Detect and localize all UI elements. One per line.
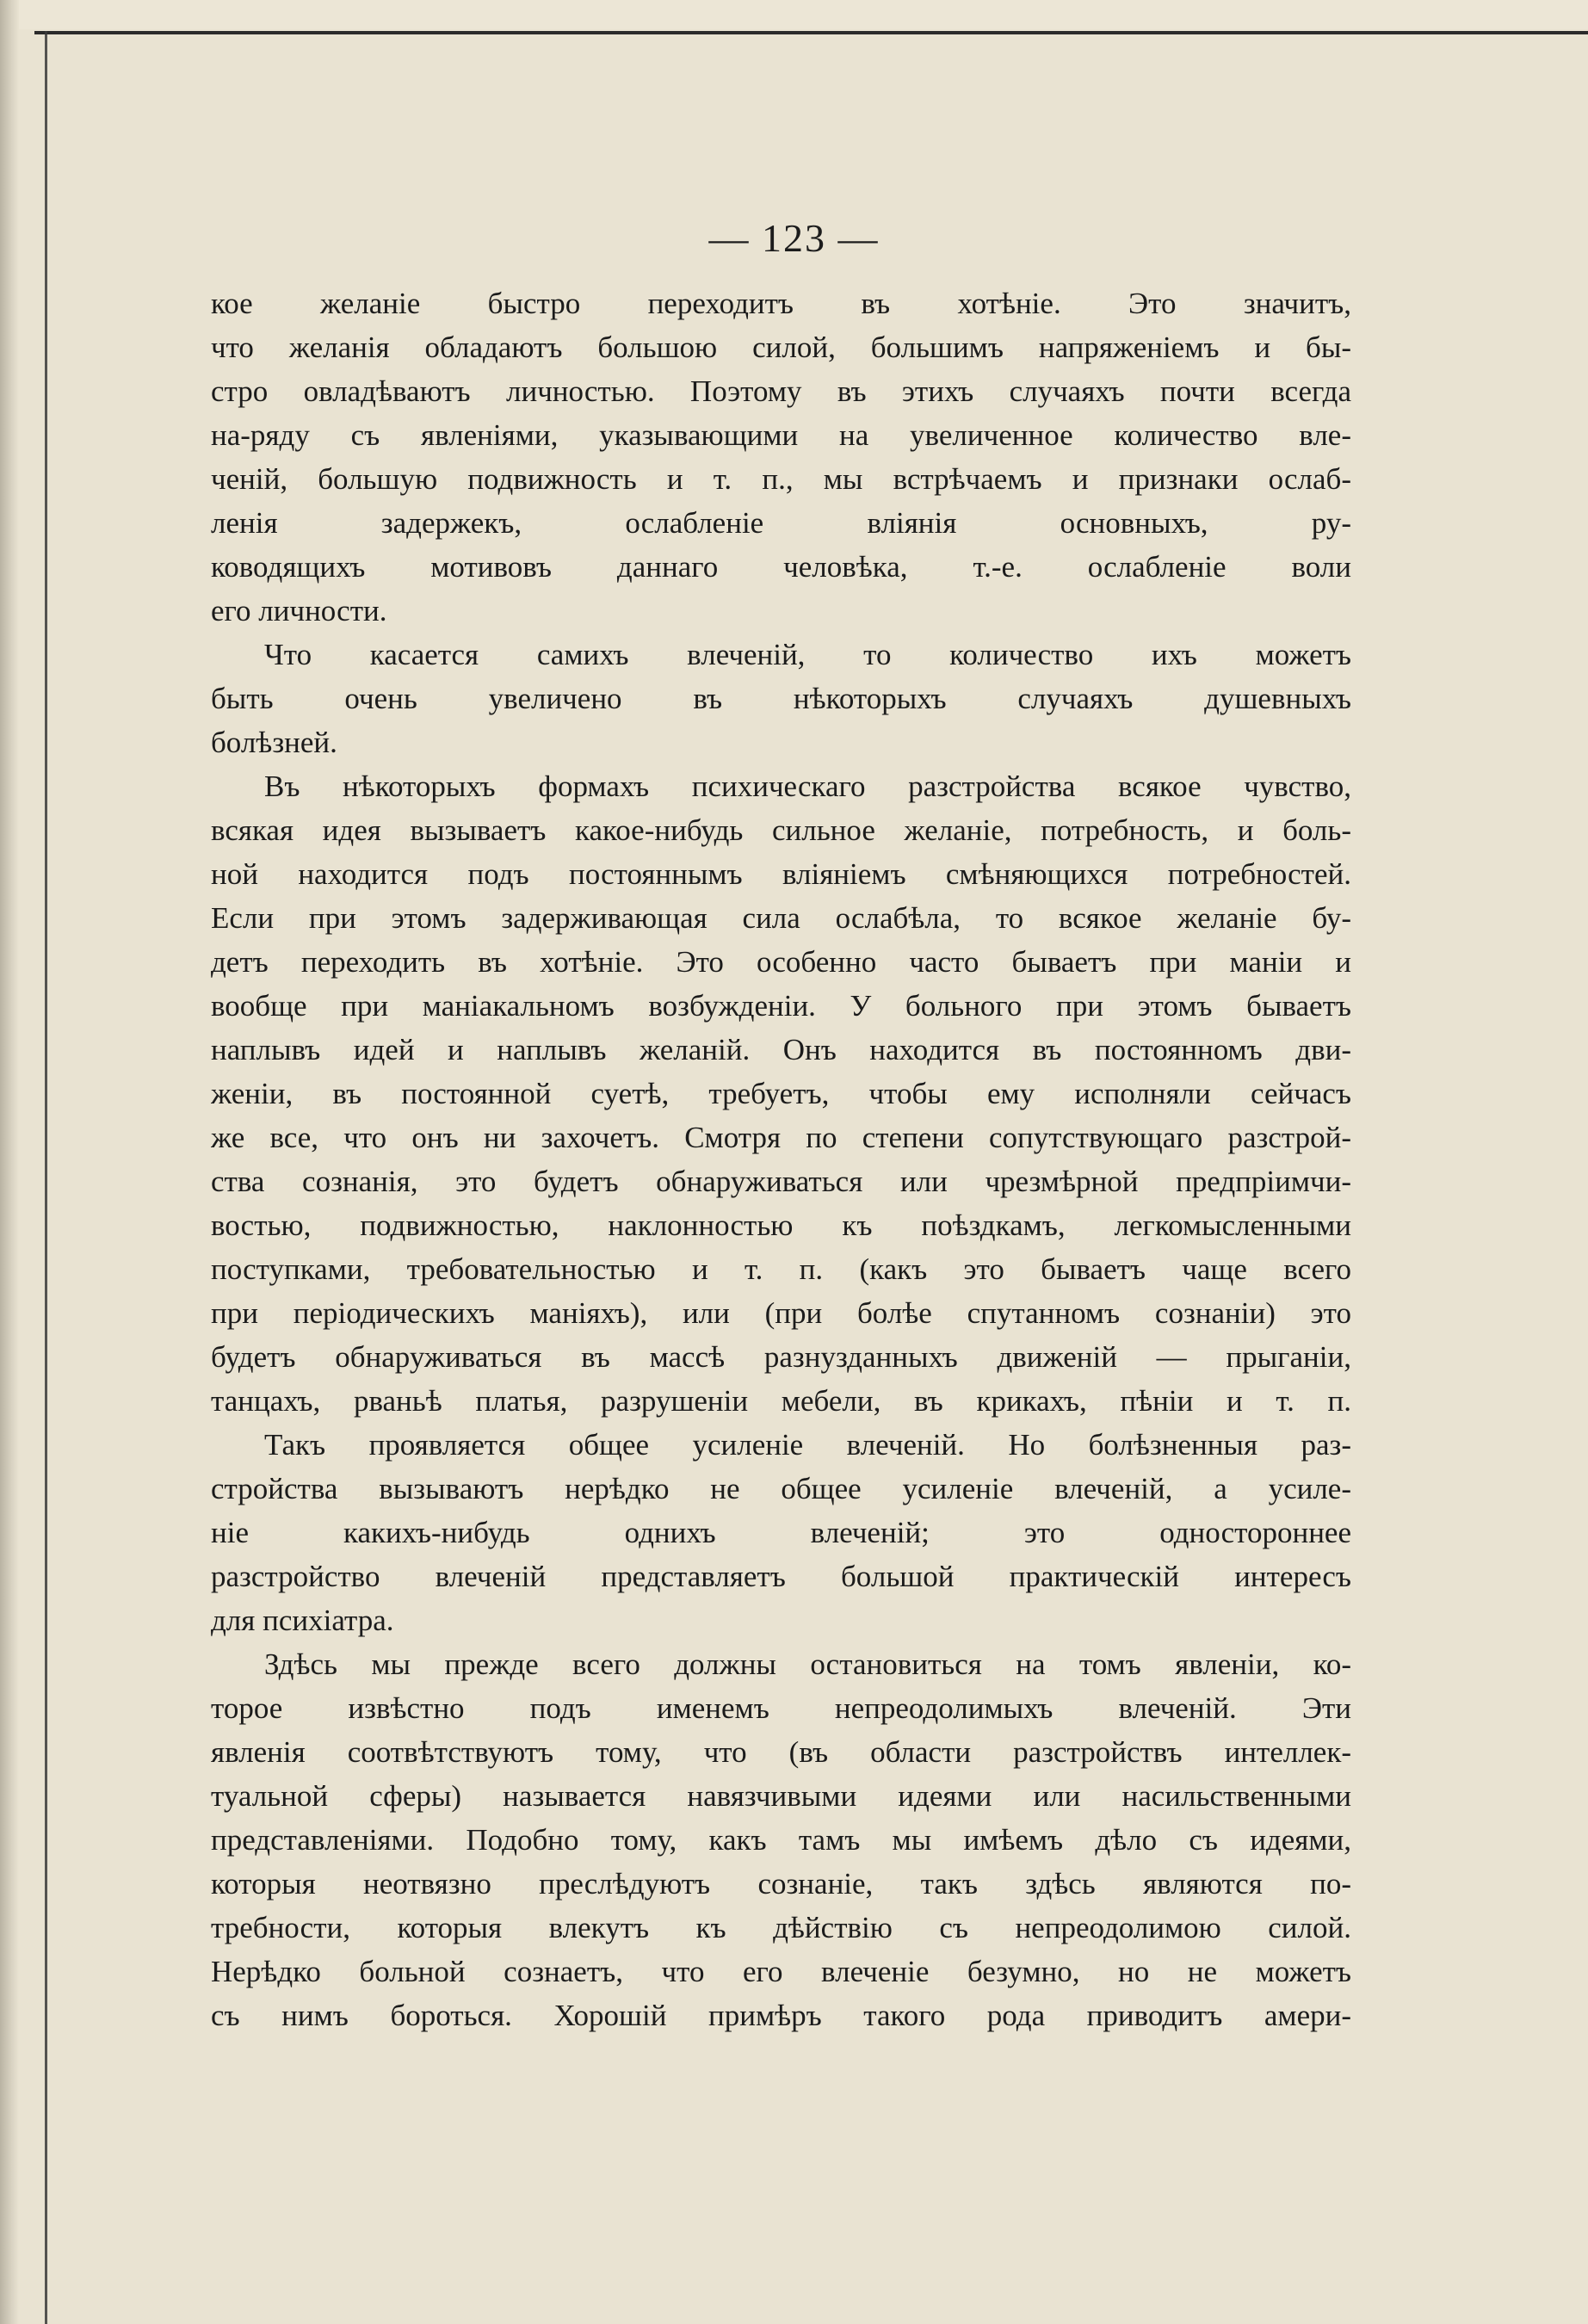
text-line: ной находится подъ постояннымъ вліяніемъ смѣняющихся потребностей. bbox=[211, 857, 1351, 891]
text-line: детъ переходить въ хотѣніе. Это особенно часто бываетъ при маніи и bbox=[211, 945, 1351, 979]
text-line: что желанія обладаютъ большою силой, большимъ напряженіемъ и бы- bbox=[211, 331, 1351, 364]
text-line: быть очень увеличено въ нѣкоторыхъ случаяхъ душевныхъ bbox=[211, 682, 1351, 715]
text-line: Такъ проявляется общее усиленіе влеченій. Но болѣзненныя раз- bbox=[264, 1428, 1351, 1462]
text-line: Здѣсь мы прежде всего должны остановиться на томъ явленіи, ко- bbox=[264, 1647, 1351, 1681]
text-line: ніе какихъ-нибудь однихъ влеченій; это одностороннее bbox=[211, 1516, 1351, 1549]
text-line: на-ряду съ явленіями, указывающими на увеличенное количество вле- bbox=[211, 418, 1351, 452]
text-line: танцахъ, рваньѣ платья, разрушеніи мебели, въ крикахъ, пѣніи и т. п. bbox=[211, 1384, 1351, 1418]
text-line: стро овладѣваютъ личностью. Поэтому въ этихъ случаяхъ почти всегда bbox=[211, 374, 1351, 408]
page-edge-top bbox=[19, 0, 1588, 29]
text-line: явленія соотвѣтствуютъ тому, что (въ области разстройствъ интеллек- bbox=[211, 1735, 1351, 1769]
text-line: представленіями. Подобно тому, какъ тамъ мы имѣемъ дѣло съ идеями, bbox=[211, 1823, 1351, 1857]
text-line: Если при этомъ задерживающая сила ослабѣла, то всякое желаніе бу- bbox=[211, 901, 1351, 935]
page-number: — 123 — bbox=[708, 216, 880, 260]
top-border-rule bbox=[34, 31, 1588, 34]
text-line: Что касается самихъ влеченій, то количество ихъ можетъ bbox=[264, 638, 1351, 671]
text-line: Въ нѣкоторыхъ формахъ психическаго разстройства всякое чувство, bbox=[264, 770, 1351, 803]
text-line: при періодическихъ маніяхъ), или (при болѣе спутанномъ сознаніи) это bbox=[211, 1296, 1351, 1330]
text-line: будетъ обнаруживаться въ массѣ разнузданныхъ движеній — прыганіи, bbox=[211, 1340, 1351, 1374]
text-line: требности, которыя влекутъ къ дѣйствію съ непреодолимою силой. bbox=[211, 1911, 1351, 1944]
text-line: наплывъ идей и наплывъ желаній. Онъ находится въ постоянномъ дви- bbox=[211, 1033, 1351, 1066]
text-line: торое извѣстно подъ именемъ непреодолимыхъ влеченій. Эти bbox=[211, 1691, 1351, 1725]
text-line: кое желаніе быстро переходитъ въ хотѣніе. Это значитъ, bbox=[211, 287, 1351, 320]
body-text bbox=[211, 281, 1351, 2037]
text-line: которыя неотвязно преслѣдуютъ сознаніе, такъ здѣсь являются по- bbox=[211, 1867, 1351, 1901]
text-line: стройства вызываютъ нерѣдко не общее усиленіе влеченій, а усиле- bbox=[211, 1472, 1351, 1505]
text-line: же все, что онъ ни захочетъ. Смотря по степени сопутствующаго разстрой- bbox=[211, 1121, 1351, 1154]
text-line: ководящихъ мотивовъ даннаго человѣка, т.-е. ослабленіе воли bbox=[211, 550, 1351, 584]
text-line: Нерѣдко больной сознаетъ, что его влеченіе безумно, но не можетъ bbox=[211, 1955, 1351, 1988]
text-line: туальной сферы) называется навязчивыми идеями или насильственными bbox=[211, 1779, 1351, 1813]
text-line: болѣзней. bbox=[211, 726, 337, 759]
text-line: востью, подвижностью, наклонностью къ поѣздкамъ, легкомысленными bbox=[211, 1208, 1351, 1242]
text-line: ства сознанія, это будетъ обнаруживаться или чрезмѣрной предпріимчи- bbox=[211, 1165, 1351, 1198]
text-line: ченій, большую подвижность и т. п., мы встрѣчаемъ и признаки ослаб- bbox=[211, 462, 1351, 496]
page-edge-left bbox=[0, 0, 19, 2324]
text-line: всякая идея вызываетъ какое-нибудь сильное желаніе, потребность, и боль- bbox=[211, 813, 1351, 847]
text-line: вообще при маніакальномъ возбужденіи. У больного при этомъ бываетъ bbox=[211, 989, 1351, 1023]
text-line: его личности. bbox=[211, 594, 387, 627]
text-line: женіи, въ постоянной суетѣ, требуетъ, чтобы ему исполняли сейчасъ bbox=[211, 1077, 1351, 1110]
text-line: съ нимъ бороться. Хорошій примѣръ такого рода приводитъ амери- bbox=[211, 1999, 1351, 2032]
text-line: для психіатра. bbox=[211, 1604, 394, 1637]
text-line: ленія задержекъ, ослабленіе вліянія основныхъ, ру- bbox=[211, 506, 1351, 540]
left-border-rule bbox=[45, 31, 47, 2324]
text-line: поступками, требовательностью и т. п. (какъ это бываетъ чаще всего bbox=[211, 1252, 1351, 1286]
text-line: разстройство влеченій представляетъ большой практическій интересъ bbox=[211, 1560, 1351, 1593]
